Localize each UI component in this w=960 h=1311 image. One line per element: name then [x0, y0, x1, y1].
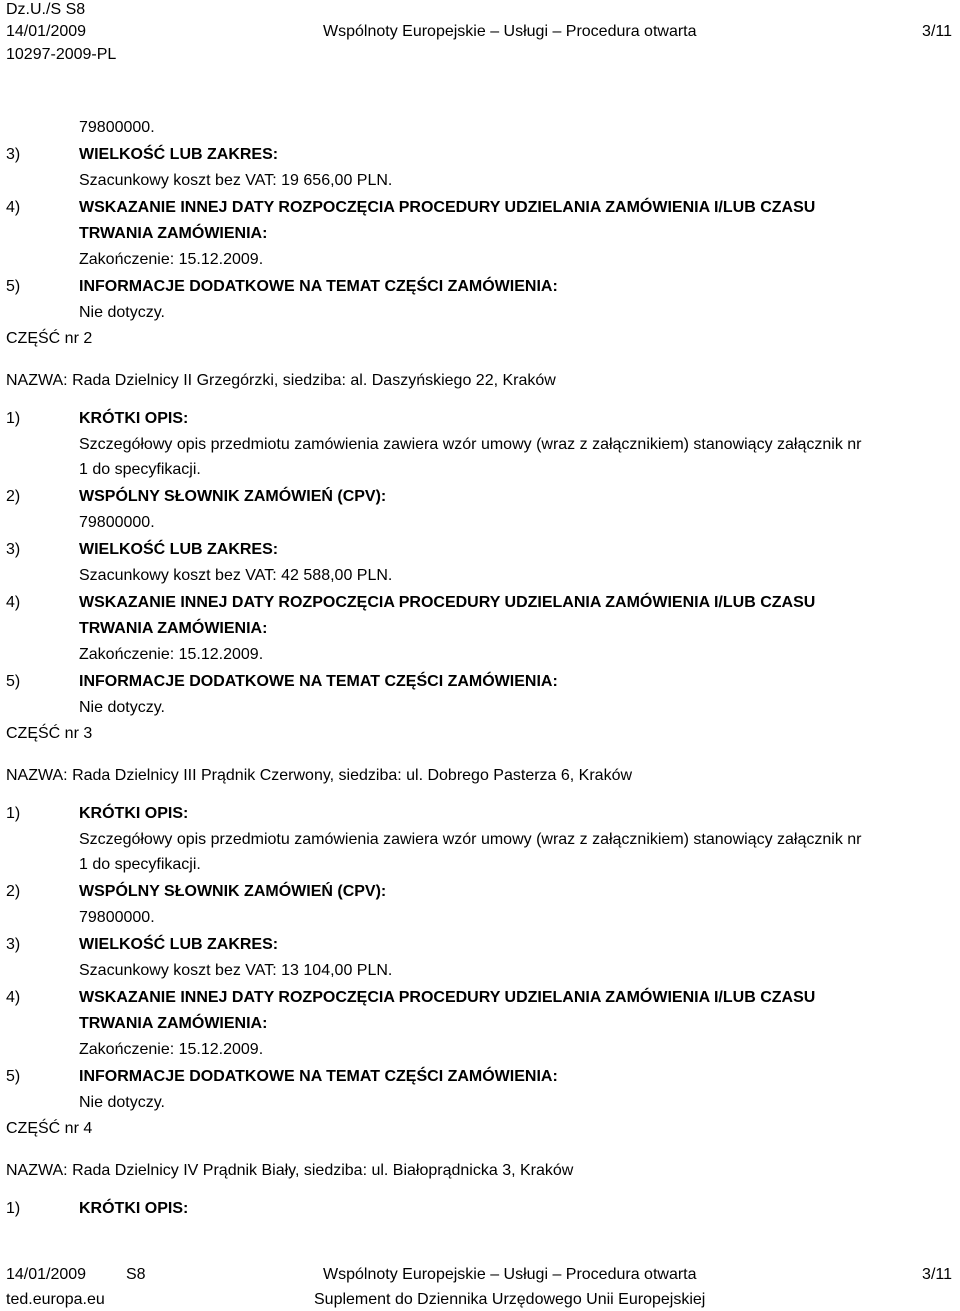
info-value-row [6, 1093, 954, 1113]
date-label-line2: TRWANIA ZAMÓWIENIA: [79, 1015, 268, 1032]
intro-quantity-value [6, 171, 954, 191]
desc-heading [6, 804, 954, 824]
date-value: Zakończenie: 15.12.2009. [79, 646, 264, 663]
date-label-line2: TRWANIA ZAMÓWIENIA: [79, 620, 268, 637]
cpv-value: 79800000. [79, 119, 155, 136]
journal-reference: Dz.U./S S8 [6, 1, 86, 18]
footer-supplement: Suplement do Dziennika Urzędowego Unii Europejskiej [314, 1291, 706, 1308]
desc-label: KRÓTKI OPIS: [79, 805, 189, 822]
document-body [6, 118, 954, 1219]
item-number: 2) [6, 883, 21, 900]
date-value-row [6, 645, 954, 665]
info-value: Nie dotyczy. [79, 699, 165, 716]
header-page-number: 3/11 [922, 23, 952, 40]
item-number: 5) [6, 278, 21, 295]
quantity-value-row [6, 566, 954, 586]
item-number: 4) [6, 594, 21, 611]
header-date: 14/01/2009 [6, 23, 87, 40]
part-title: CZĘŚĆ nr 2 [6, 330, 93, 347]
date-value-row [6, 1040, 954, 1060]
item-number: 5) [6, 1068, 21, 1085]
footer-title: Wspólnoty Europejskie – Usługi – Procedura otwarta [323, 1266, 697, 1283]
cpv-heading [6, 882, 954, 902]
item-number: 1) [6, 410, 21, 427]
date-heading [6, 593, 954, 613]
desc-text [6, 435, 954, 480]
info-value-row [6, 698, 954, 718]
date-label-line1: WSKAZANIE INNEJ DATY ROZPOCZĘCIA PROCEDURY UDZIELANIA ZAMÓWIENIA I/LUB CZASU [79, 594, 816, 611]
item-number: 1) [6, 805, 21, 822]
date-heading-2 [6, 1014, 954, 1034]
item-number: 5) [6, 673, 21, 690]
footer-site-link[interactable]: ted.europa.eu [6, 1291, 105, 1308]
footer-series: S8 [126, 1266, 146, 1283]
desc-line1: Szczegółowy opis przedmiotu zamówienia zawiera wzór umowy (wraz z załącznikiem) stanowiący załącznik nr [79, 436, 862, 453]
date-value: Zakończenie: 15.12.2009. [79, 1041, 264, 1058]
desc-line2: 1 do specyfikacji. [79, 461, 201, 478]
item-number: 3) [6, 146, 21, 163]
date-heading-2 [6, 619, 954, 639]
intro-date-value [6, 250, 954, 270]
quantity-label: WIELKOŚĆ LUB ZAKRES: [79, 541, 279, 558]
cpv-value: 79800000. [79, 514, 155, 531]
footer-date: 14/01/2009 [6, 1266, 87, 1283]
document-header-left [6, 0, 116, 65]
info-heading [6, 1067, 954, 1087]
part-name: NAZWA: Rada Dzielnicy II Grzegórzki, siedziba: al. Daszyńskiego 22, Kraków [6, 372, 556, 389]
item-number: 4) [6, 989, 21, 1006]
desc-text [6, 830, 954, 875]
quantity-value: Szacunkowy koszt bez VAT: 13 104,00 PLN. [79, 962, 393, 979]
intro-date-heading-2 [6, 224, 954, 244]
cpv-value-row [6, 513, 954, 533]
date-label-line1: WSKAZANIE INNEJ DATY ROZPOCZĘCIA PROCEDURY UDZIELANIA ZAMÓWIENIA I/LUB CZASU [79, 199, 816, 216]
date-heading [6, 988, 954, 1008]
desc-line2: 1 do specyfikacji. [79, 856, 201, 873]
item-number: 3) [6, 541, 21, 558]
desc-line1: Szczegółowy opis przedmiotu zamówienia zawiera wzór umowy (wraz z załącznikiem) stanowiący załącznik nr [79, 831, 862, 848]
info-label: INFORMACJE DODATKOWE NA TEMAT CZĘŚCI ZAMÓWIENIA: [79, 278, 558, 295]
quantity-value: Szacunkowy koszt bez VAT: 42 588,00 PLN. [79, 567, 393, 584]
quantity-label: WIELKOŚĆ LUB ZAKRES: [79, 936, 279, 953]
date-label-line2: TRWANIA ZAMÓWIENIA: [79, 225, 268, 242]
info-heading [6, 672, 954, 692]
intro-cpv-value [6, 118, 954, 138]
item-number: 1) [6, 1200, 21, 1217]
info-value: Nie dotyczy. [79, 304, 165, 321]
intro-info-heading [6, 277, 954, 297]
desc-heading [6, 1199, 954, 1219]
quantity-heading [6, 935, 954, 955]
intro-info-value [6, 303, 954, 323]
info-label: INFORMACJE DODATKOWE NA TEMAT CZĘŚCI ZAMÓWIENIA: [79, 673, 558, 690]
date-value: Zakończenie: 15.12.2009. [79, 251, 264, 268]
item-number: 3) [6, 936, 21, 953]
cpv-value-row [6, 908, 954, 928]
date-label-line1: WSKAZANIE INNEJ DATY ROZPOCZĘCIA PROCEDURY UDZIELANIA ZAMÓWIENIA I/LUB CZASU [79, 989, 816, 1006]
part-title: CZĘŚĆ nr 3 [6, 725, 93, 742]
document-number: 10297-2009-PL [6, 46, 117, 63]
item-number: 4) [6, 199, 21, 216]
item-number: 2) [6, 488, 21, 505]
cpv-heading [6, 487, 954, 507]
cpv-label: WSPÓLNY SŁOWNIK ZAMÓWIEŃ (CPV): [79, 488, 387, 505]
footer-page-number: 3/11 [922, 1266, 952, 1283]
header-title: Wspólnoty Europejskie – Usługi – Procedura otwarta [323, 23, 697, 40]
intro-quantity-heading [6, 145, 954, 165]
part-name: NAZWA: Rada Dzielnicy III Prądnik Czerwony, siedziba: ul. Dobrego Pasterza 6, Kraków [6, 767, 633, 784]
desc-label: KRÓTKI OPIS: [79, 410, 189, 427]
quantity-heading [6, 540, 954, 560]
info-value: Nie dotyczy. [79, 1094, 165, 1111]
quantity-value: Szacunkowy koszt bez VAT: 19 656,00 PLN. [79, 172, 393, 189]
quantity-value-row [6, 961, 954, 981]
desc-label: KRÓTKI OPIS: [79, 1200, 189, 1217]
cpv-value: 79800000. [79, 909, 155, 926]
info-label: INFORMACJE DODATKOWE NA TEMAT CZĘŚCI ZAMÓWIENIA: [79, 1068, 558, 1085]
desc-heading [6, 409, 954, 429]
part-name: NAZWA: Rada Dzielnicy IV Prądnik Biały, siedziba: ul. Białoprądnicka 3, Kraków [6, 1162, 574, 1179]
intro-date-heading [6, 198, 954, 218]
quantity-label: WIELKOŚĆ LUB ZAKRES: [79, 146, 279, 163]
cpv-label: WSPÓLNY SŁOWNIK ZAMÓWIEŃ (CPV): [79, 883, 387, 900]
part-title: CZĘŚĆ nr 4 [6, 1120, 93, 1137]
